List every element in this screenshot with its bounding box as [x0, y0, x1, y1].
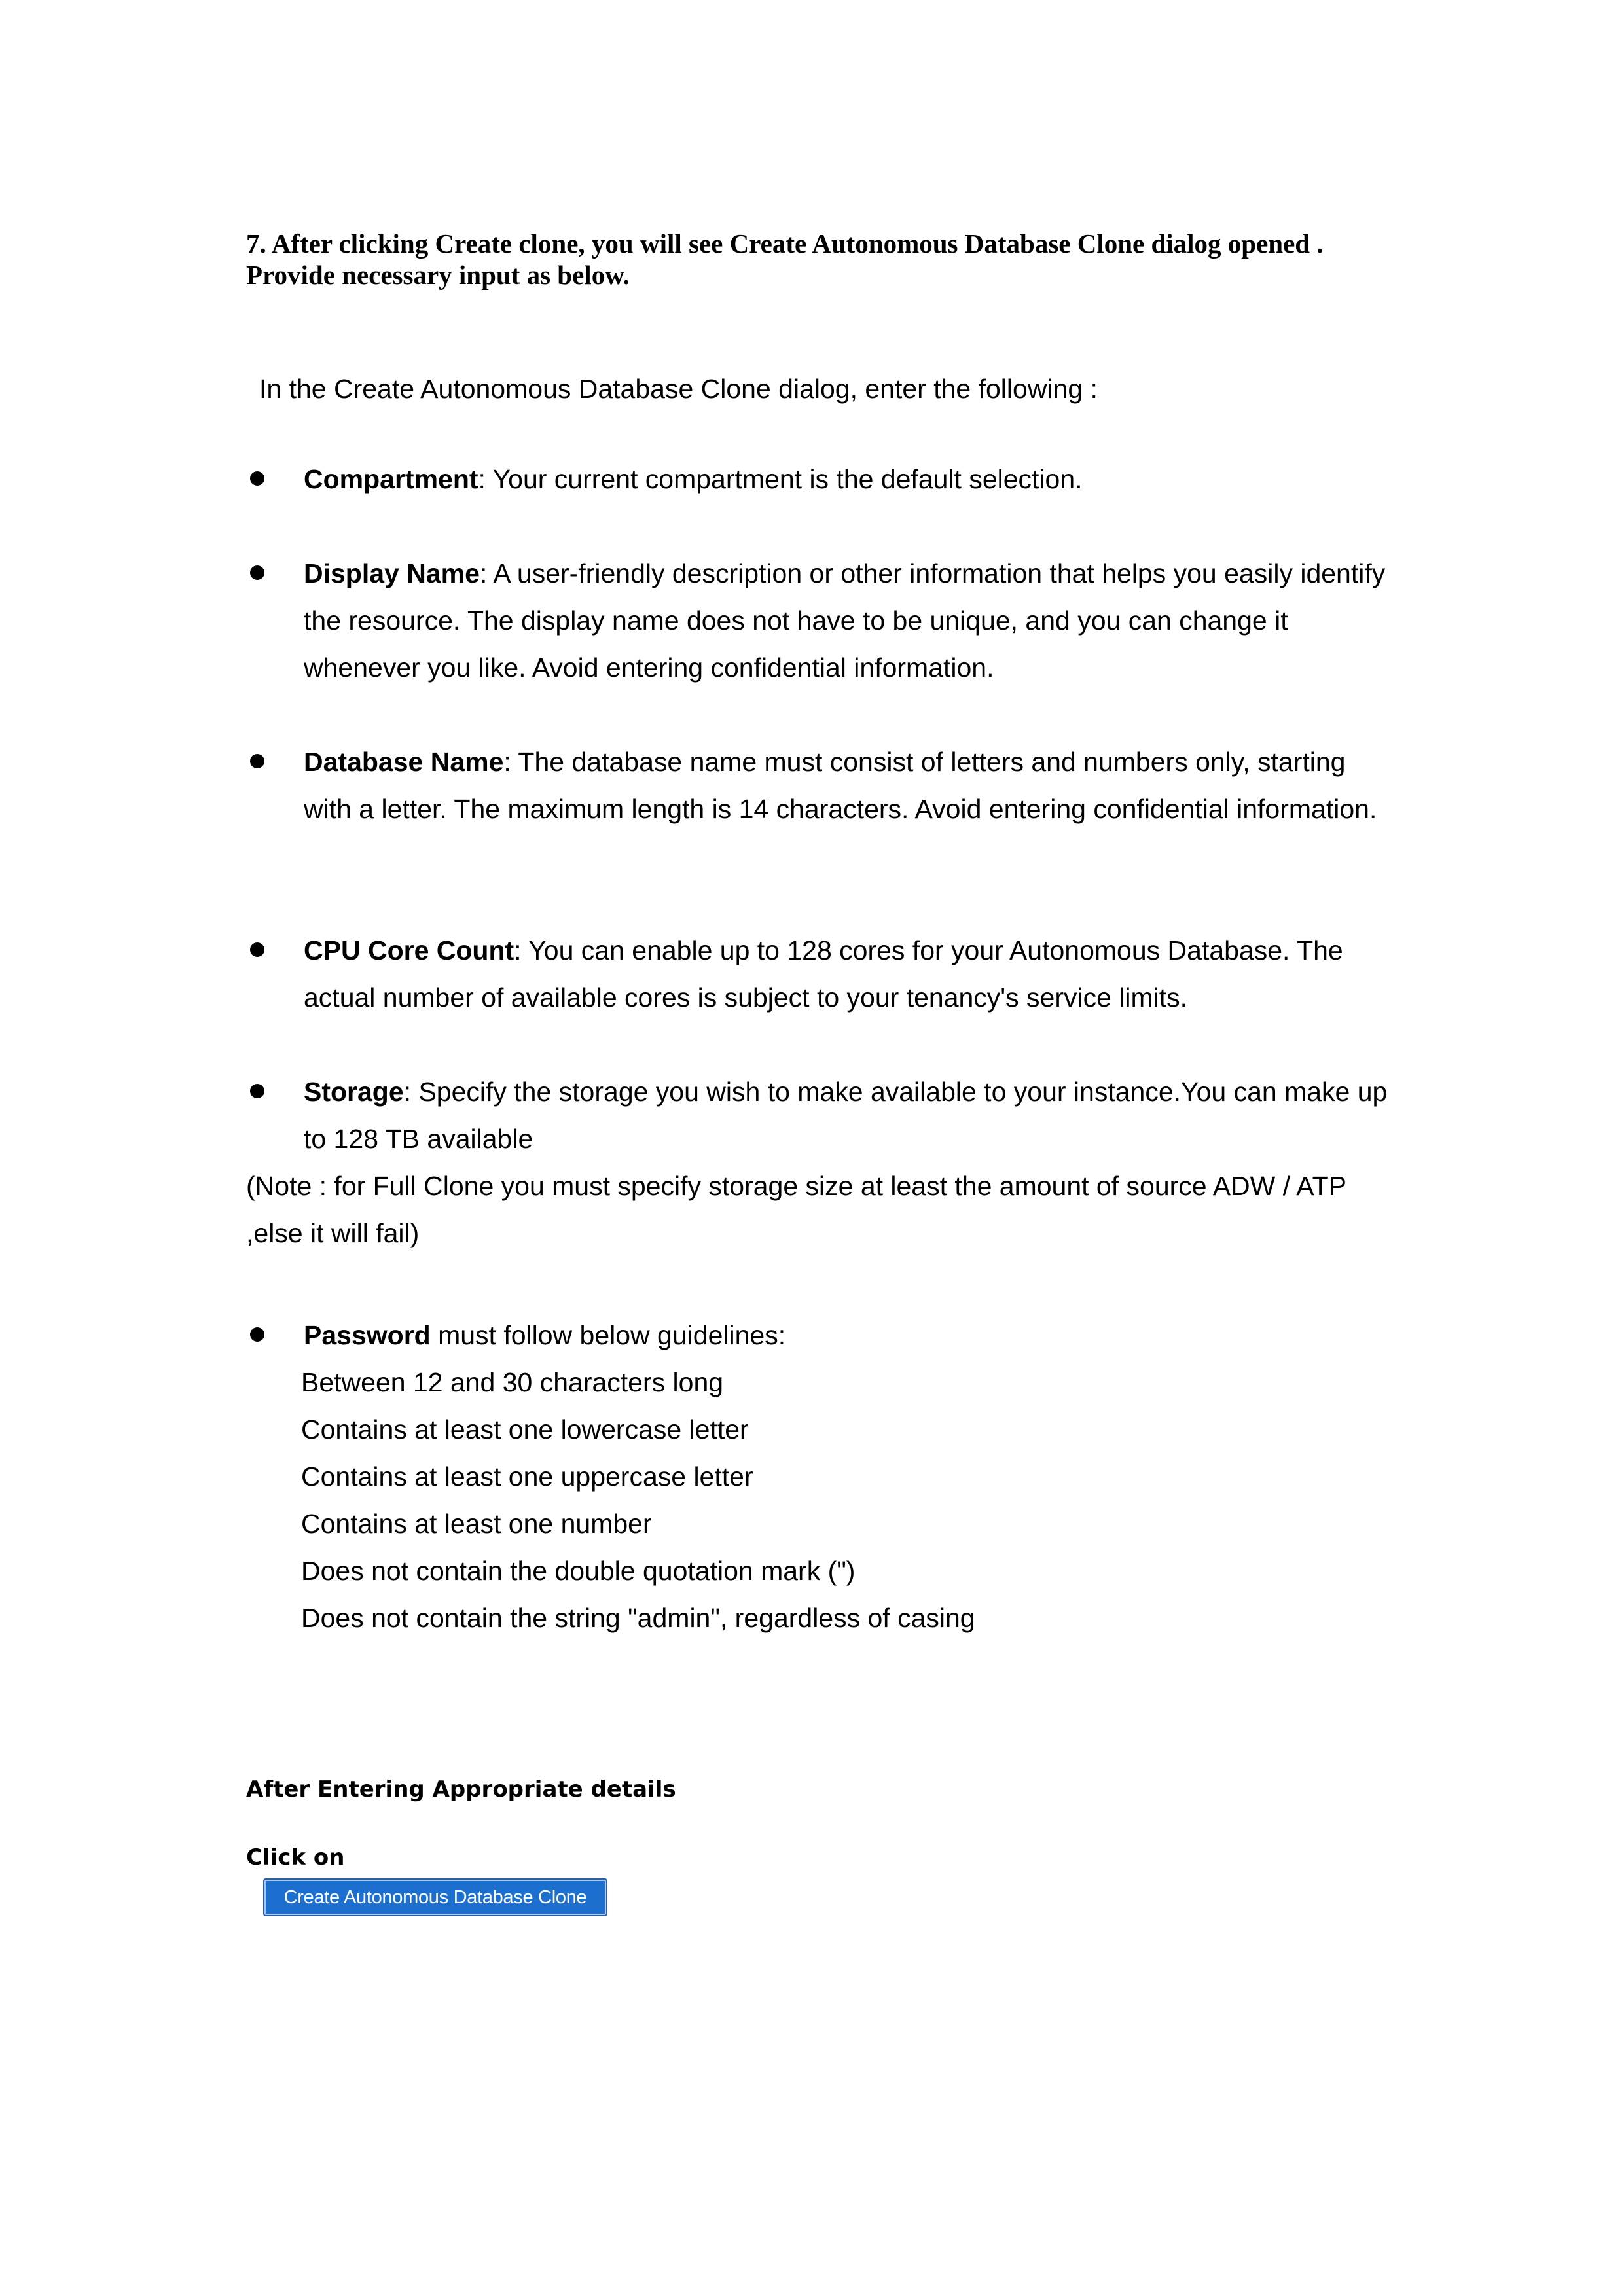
guideline-item: Contains at least one uppercase letter — [301, 1462, 753, 1492]
guideline-item: Contains at least one number — [301, 1509, 652, 1539]
field-description: must follow below guidelines: — [430, 1320, 786, 1350]
field-description: : Your current compartment is the default selection. — [478, 464, 1083, 494]
step-heading-line-2: Provide necessary input as below. — [246, 260, 630, 290]
field-description: : A user-friendly description or other information that helps you easily identify the resource. The display name does not have to be unique, and you can change it whenever you like. Avoid entering confidential information. — [304, 558, 1386, 683]
guideline-item: Does not contain the double quotation mark (") — [301, 1556, 856, 1586]
field-term: Storage — [304, 1077, 404, 1107]
field-description: : You can enable up to 128 cores for your Autonomous Database. The actual number of available cores is subject to your tenancy's service limits. — [304, 935, 1343, 1013]
create-autonomous-database-clone-button[interactable]: Create Autonomous Database Clone — [263, 1878, 607, 1916]
bullet-icon — [250, 942, 264, 957]
field-term: Display Name — [304, 558, 480, 588]
field-display-name — [246, 550, 1398, 691]
field-compartment — [246, 456, 1398, 503]
step-heading-line-1: 7. After clicking Create clone, you will see Create Autonomous Database Clone dialog opened . — [246, 228, 1324, 259]
field-storage — [246, 1068, 1398, 1162]
field-term: CPU Core Count — [304, 935, 514, 965]
bullet-icon — [250, 1327, 264, 1342]
field-password — [246, 1312, 1398, 1359]
intro-text: In the Create Autonomous Database Clone dialog, enter the following : — [259, 374, 1098, 404]
storage-note: (Note : for Full Clone you must specify storage size at least the amount of source ADW / ATP ,else it will fail) — [246, 1171, 1346, 1248]
bullet-icon — [250, 471, 264, 486]
field-description: : Specify the storage you wish to make available to your instance.You can make up to 128 TB available — [304, 1077, 1388, 1154]
field-database-name — [246, 738, 1398, 833]
step-heading — [246, 228, 1490, 291]
after-entering-label: After Entering Appropriate details — [246, 1776, 676, 1803]
guideline-item: Between 12 and 30 characters long — [301, 1367, 724, 1397]
click-on-label: Click on — [246, 1844, 345, 1871]
field-term: Database Name — [304, 747, 504, 777]
bullet-icon — [250, 565, 264, 580]
password-guidelines-list — [301, 1359, 975, 1641]
guideline-item: Contains at least one lowercase letter — [301, 1414, 749, 1444]
field-description: : The database name must consist of letters and numbers only, starting with a letter. The maximum length is 14 characters. Avoid entering confidential information. — [304, 747, 1377, 824]
field-term: Compartment — [304, 464, 478, 494]
field-cpu-core-count — [246, 927, 1398, 1021]
field-term: Password — [304, 1320, 431, 1350]
bullet-icon — [250, 754, 264, 768]
bullet-icon — [250, 1084, 264, 1098]
guideline-item: Does not contain the string "admin", regardless of casing — [301, 1603, 975, 1633]
